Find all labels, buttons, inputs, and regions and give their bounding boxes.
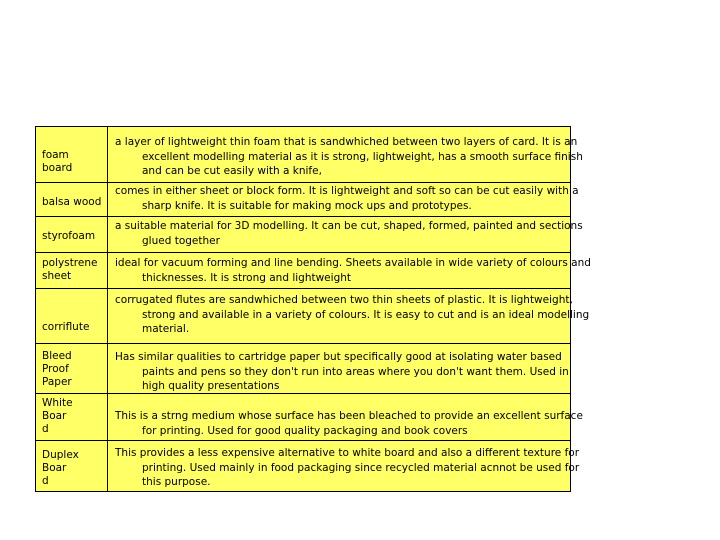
table-row	[36, 343, 570, 393]
material-description: This is a strng medium whose surface has been bleached to provide an excellent surface for printing. Used for good quality packaging and book covers	[115, 410, 583, 437]
material-name: foam board	[42, 149, 73, 175]
material-description: corrugated flutes are sandwhiched between two thin sheets of plastic. It is lightweight, strong and available in a variety of colours. It is easy to cut and is an ideal modelling material.	[115, 294, 590, 336]
material-name: White Boar d	[42, 397, 73, 436]
material-description: comes in either sheet or block form. It is lightweight and soft so can be cut easily with a sharp knife. It is suitable for making mock ups and prototypes.	[115, 185, 579, 212]
material-description: This provides a less expensive alternative to white board and also a different texture for printing. Used mainly in food packaging since recycled material acnnot be used for this purpose.	[115, 447, 580, 489]
material-name: balsa wood	[42, 196, 102, 208]
table-row	[36, 216, 583, 252]
material-name: styrofoam	[42, 230, 96, 242]
material-name: Bleed Proof Paper	[42, 350, 72, 389]
material-name: polystrene sheet	[42, 257, 98, 283]
table-row	[36, 127, 583, 182]
table-row	[36, 393, 583, 440]
material-description: a layer of lightweight thin foam that is sandwhiched between two layers of card. It is an excellent modelling material as it is strong, lightweight, has a smooth surface finish and can be cut easily with a knife,	[115, 136, 583, 178]
table-row	[36, 288, 590, 343]
material-name: Duplex Boar d	[42, 449, 79, 488]
material-description: a suitable material for 3D modelling. It can be cut, shaped, formed, painted and sections glued together	[115, 220, 583, 247]
material-name: corriflute	[42, 321, 90, 333]
materials-table	[35, 126, 591, 492]
table-row	[36, 440, 580, 491]
table-row	[36, 182, 579, 216]
material-description: Has similar qualities to cartridge paper but specifically good at isolating water based paints and pens so they don't run into areas where you don't want them. Used in high quality presentations	[115, 351, 569, 393]
material-description: ideal for vacuum forming and line bending. Sheets available in wide variety of colours and thicknesses. It is strong and lightweight	[115, 257, 591, 284]
table-row	[36, 252, 591, 288]
